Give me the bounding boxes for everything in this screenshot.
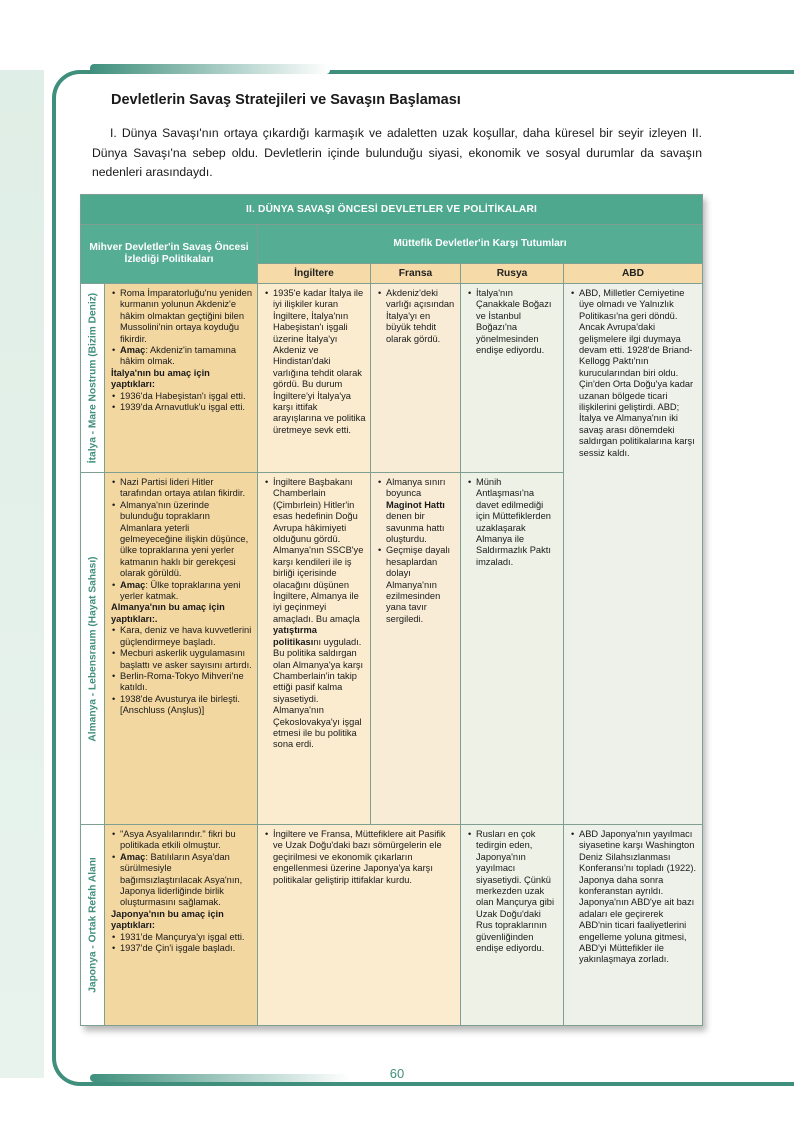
japan-aim-label: Amaç [120, 851, 146, 862]
germany-axis-item: • 1938'de Avusturya ile birleşti. [Anschluss (Anşlus)] [120, 694, 253, 717]
italy-france-cell [371, 284, 461, 473]
table-main-header: II. DÜNYA SAVAŞI ÖNCESİ DEVLETLER VE POLİTİKALARI [81, 195, 703, 225]
germany-aim-label: Amaç [120, 579, 146, 590]
italy-uk-text: • 1935'e kadar İtalya ile iyi ilişkiler kuran İngiltere, İtalya'nın Habeşistan'ı işgali üzerine İtalya'yı Akdeniz ve Hindistan'daki varlığına tehdit olarak gördü. Bu durum İngiltere'yi İtalya'ya karşı ittifak arayışlarına ve politika üretmeye sevk etti. [273, 288, 366, 436]
italy-axis-item: • 1939'da Arnavutluk'u işgal etti. [120, 402, 253, 413]
italy-france-text: • Akdeniz'deki varlığı açısından İtalya'yı en büyük tehdit olarak gördü. [386, 288, 456, 345]
germany-uk-text-part: nı uyguladı. Bu politika saldırgan olan Almanya'ya karşı Chamberlain'in takip ettiği pasif kalma siyasetiydi. Almanya'nın Çekoslovakya'yı işgal etmesi ile bu politika sona erdi. [273, 636, 364, 750]
row-label-italy [81, 284, 105, 473]
italy-actions-heading: İtalya'nın bu amaç için yaptıkları: [111, 367, 210, 390]
germany-aim-text: : Ülke topraklarına yeni yerler katmak. [120, 579, 241, 602]
frame-top-accent [90, 64, 330, 74]
japan-russia-text: • Rusları en çok tedirgin eden, Japonya'nın yayılmacı siyasetiydi. Çünkü merkezden uzak olan Mançurya gibi Uzak Doğu'daki Rus topraklarının güvenliğinden endişe ediyordu. [476, 829, 559, 954]
usa-italy-germany-cell [564, 284, 703, 825]
section-title: Devletlerin Savaş Stratejileri ve Savaşın Başlaması [111, 92, 461, 108]
axis-header [81, 225, 258, 284]
germany-france-item [386, 477, 456, 545]
japan-axis-item: • 1937'de Çin'i işgale başladı. [120, 943, 253, 954]
japan-axis-item [120, 852, 253, 909]
japan-axis-item: • 1931'de Mançurya'yı işgal etti. [120, 932, 253, 943]
japan-aim-text: : Batılıların Asya'dan sürülmesiyle bağımsızlaştırılacak Asya'nın, Japonya liderliğinde birlik oluşturmasını sağlamak. [120, 851, 243, 908]
country-header-uk: İngiltere [258, 264, 371, 284]
axis-header-text: Mihver Devletler'in Savaş Öncesi İzlediği Politikaları [89, 242, 249, 265]
japan-uk-france-cell [258, 825, 461, 1026]
germany-russia-text: • Münih Antlaşması'na davet edilmediği için Müttefiklerden uzaklaşarak Almanya ile Saldırmazlık Paktı imzaladı. [476, 477, 559, 568]
intro-paragraph: I. Dünya Savaşı'nın ortaya çıkardığı karmaşık ve adaletten uzak koşullar, daha küresel bir seyir izleyen II. Dünya Savaşı'na sebep oldu. Devletlerin içinde bulunduğu siyasi, ekonomik ve sosyal durumlar da savaşın nedenleri arasındaydı. [92, 126, 702, 179]
germany-france-cell [371, 473, 461, 825]
japan-uk-france-text: • İngiltere ve Fransa, Müttefiklere ait Pasifik ve Uzak Doğu'daki bazı sömürgelerin ele geçirilmesi ve ekonomik çıkarların engellenmesi üzerine Japonya'ya karşı politikalar geliştirip ittifaklar kurdu. [273, 829, 456, 886]
germany-axis-item: • Mecburi askerlik uygulamasını başlattı ve asker sayısını artırdı. [120, 648, 253, 671]
page-number: 60 [389, 1066, 405, 1081]
appeasement-term: yatıştırma politikası [273, 625, 317, 647]
italy-axis-item: • Roma İmparatorluğu'nu yeniden kurmanın yolunun Akdeniz'e hâkim olmaktan geçtiğini bilen Mussolini'nin ortaya koyduğu fikirdir. [120, 288, 253, 345]
row-label-japan [81, 825, 105, 1026]
germany-axis-item: • Kara, deniz ve hava kuvvetlerini güçlendirmeye başladı. [120, 625, 253, 648]
japan-actions-heading: Japonya'nın bu amaç için yaptıkları: [111, 908, 224, 931]
germany-axis-cell [105, 473, 258, 825]
japan-usa-cell [564, 825, 703, 1026]
japan-axis-cell [105, 825, 258, 1026]
italy-aim-label: Amaç [120, 345, 146, 356]
italy-axis-item [120, 345, 253, 368]
germany-axis-item: • Nazi Partisi lideri Hitler tarafından ortaya atılan fikirdir. [120, 477, 253, 500]
country-header-france: Fransa [371, 264, 461, 284]
country-header-russia: Rusya [461, 264, 564, 284]
usa-italy-germany-text: • ABD, Milletler Cemiyetine üye olmadı ve Yalnızlık Politikası'na geri döndü. Ancak Avrupa'daki gelişmelere ilgi duymaya devam etti. 1928'de Briand-Kellogg Paktı'nın kurucularından biri oldu. Çin'den Orta Doğu'ya kadar uzanan bölgede ticari ilişkilerini geliştirdi. ABD; İtalya ve Almanya'nın iki savaş arası dönemdeki saldırgan politikalarına karşı sessiz kaldı. [579, 288, 698, 459]
italy-aim-text: : Akdeniz'in tamamına hâkim olmak. [120, 345, 236, 367]
germany-uk-cell [258, 473, 371, 825]
japan-axis-item: • "Asya Asyalılarındır." fikri bu politikada etkili olmuştur. [120, 829, 253, 852]
row-label-japan-text: Japonya - Ortak Refah Alanı [86, 857, 98, 993]
italy-axis-cell [105, 284, 258, 473]
table-row-italy [81, 284, 703, 473]
germany-axis-item: • Almanya'nın üzerinde bulunduğu toprakların Almanlara yeterli gelmeyeceğine ilişkin düşünce, ülke topraklarına yeni yerler katmanın haklı bir gerekçesi olarak görüldü. [120, 500, 253, 580]
germany-france-item: • Geçmişe dayalı hesaplardan dolayı Almanya'nın ezilmesinden yana tavır sergiledi. [386, 545, 456, 625]
germany-france-text-part: Almanya sınırı boyunca [386, 477, 446, 499]
germany-axis-item [120, 580, 253, 603]
germany-russia-cell [461, 473, 564, 825]
row-label-germany-text: Almanya - Lebensraum (Hayat Sahası) [86, 555, 98, 742]
italy-russia-cell [461, 284, 564, 473]
allies-header: Müttefik Devletler'in Karşı Tutumları [258, 225, 703, 264]
maginot-line-term: Maginot Hattı [386, 499, 445, 510]
italy-uk-cell [258, 284, 371, 473]
japan-usa-text: • ABD Japonya'nın yayılmacı siyasetine karşı Washington Deniz Silahsızlanması Konferansı'nı topladı (1922). Japonya daha sonra konferanstan ayrıldı. Japonya'nın ABD'ye ait bazı adaları ele geçirerek ABD'nin ticari faaliyetlerini engelleme yoluna gitmesi, ABD'yi Müttefikler ile yakınlaşmaya zorladı. [579, 829, 698, 966]
germany-uk-text-part: İngiltere Başbakanı Chamberlain (Çimbırlein) Hitler'in esas hedefinin Doğu Avrupa hâkimiyeti olduğunu gördü. Almanya'nın SSCB'ye karşı kendileri ile iş birliği içerisinde olacağını düşünen İngiltere, Almanya ile iyi geçinmeyi amaçladı. Bu amaçla [273, 477, 364, 624]
germany-uk-text [273, 477, 366, 751]
side-strip [0, 70, 44, 1078]
row-label-italy-text: İtalya - Mare Nostrum (Bizim Deniz) [86, 292, 98, 464]
germany-france-text-part: denen bir savunma hattı oluşturdu. [386, 511, 445, 545]
italy-axis-item: • 1936'da Habeşistan'ı işgal etti. [120, 391, 253, 402]
germany-actions-heading: Almanya'nın bu amaç için yaptıkları:. [111, 602, 225, 624]
row-label-germany [81, 473, 105, 825]
italy-russia-text: • İtalya'nın Çanakkale Boğazı ve İstanbul Boğazı'na yönelmesinden endişe ediyordu. [476, 288, 559, 356]
germany-axis-item: • Berlin-Roma-Tokyo Mihveri'ne katıldı. [120, 671, 253, 694]
table-row-japan [81, 825, 703, 1026]
japan-russia-cell [461, 825, 564, 1026]
country-header-usa: ABD [564, 264, 703, 284]
policies-table [80, 194, 702, 1026]
